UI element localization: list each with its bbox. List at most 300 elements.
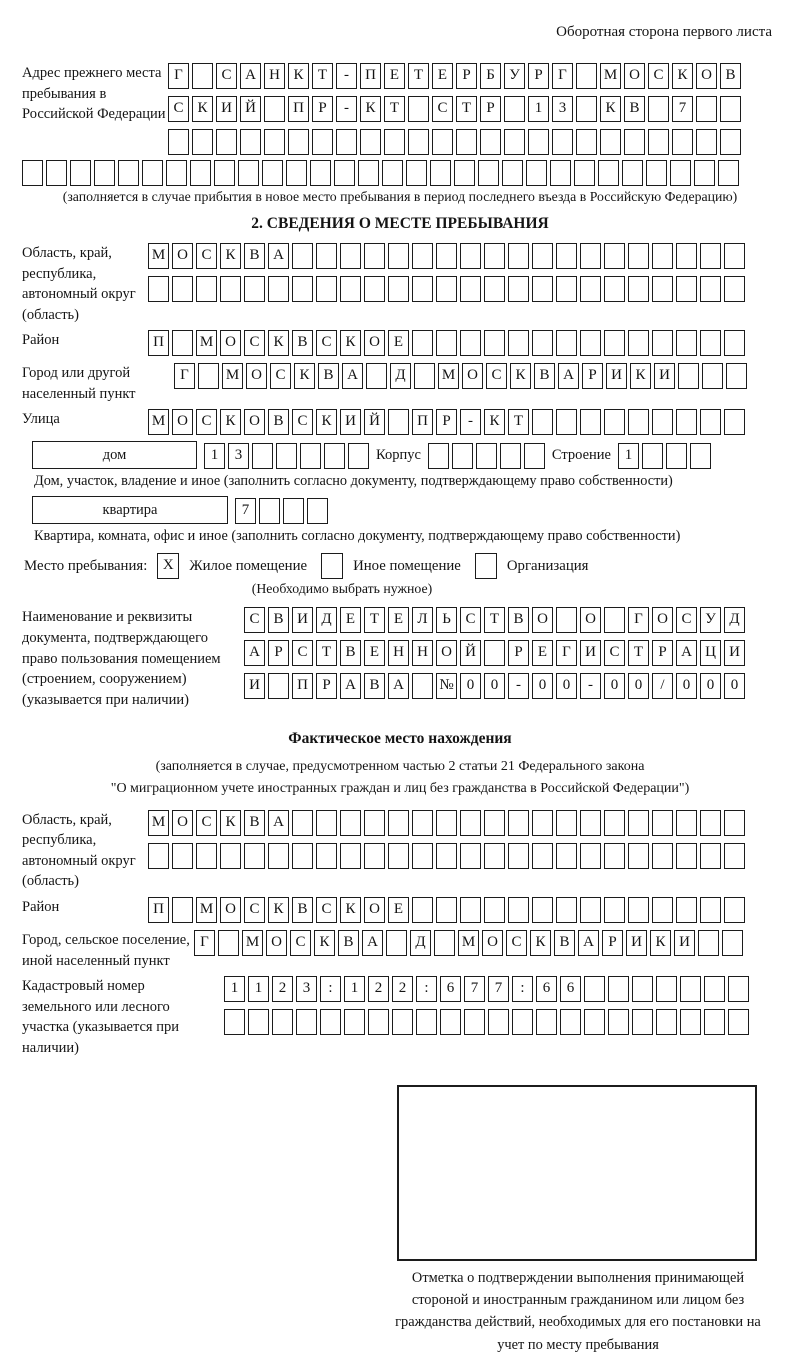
grid-cell[interactable] [508, 243, 529, 269]
grid-cell[interactable] [524, 443, 545, 469]
grid-cell[interactable] [412, 276, 433, 302]
grid-cell[interactable]: И [724, 640, 745, 666]
grid-cell[interactable] [556, 243, 577, 269]
grid-cell[interactable] [704, 1009, 725, 1035]
grid-cell[interactable]: С [460, 607, 481, 633]
grid-cell[interactable] [386, 930, 407, 956]
grid-cell[interactable] [292, 243, 313, 269]
grid-cell[interactable]: М [196, 330, 217, 356]
grid-cell[interactable]: 6 [560, 976, 581, 1002]
grid-cell[interactable] [528, 129, 549, 155]
grid-cell[interactable] [408, 96, 429, 122]
grid-cell[interactable] [512, 1009, 533, 1035]
grid-cell[interactable] [628, 330, 649, 356]
grid-cell[interactable] [574, 160, 595, 186]
grid-cell[interactable] [484, 810, 505, 836]
grid-cell[interactable] [430, 160, 451, 186]
grid-cell[interactable] [460, 897, 481, 923]
grid-cell[interactable]: : [512, 976, 533, 1002]
grid-cell[interactable] [220, 276, 241, 302]
grid-cell[interactable] [508, 843, 529, 869]
grid-cell[interactable] [604, 897, 625, 923]
grid-cell[interactable] [22, 160, 43, 186]
grid-cell[interactable] [460, 276, 481, 302]
grid-cell[interactable]: П [360, 63, 381, 89]
grid-cell[interactable] [366, 363, 387, 389]
grid-cell[interactable]: И [606, 363, 627, 389]
grid-cell[interactable] [388, 276, 409, 302]
grid-cell[interactable]: Е [364, 640, 385, 666]
grid-cell[interactable] [244, 843, 265, 869]
grid-cell[interactable]: С [506, 930, 527, 956]
grid-cell[interactable]: С [486, 363, 507, 389]
grid-cell[interactable] [502, 160, 523, 186]
grid-cell[interactable]: С [196, 409, 217, 435]
grid-cell[interactable]: Н [388, 640, 409, 666]
grid-cell[interactable]: О [220, 897, 241, 923]
grid-cell[interactable]: С [432, 96, 453, 122]
grid-cell[interactable] [70, 160, 91, 186]
grid-cell[interactable] [532, 243, 553, 269]
grid-cell[interactable] [722, 930, 743, 956]
grid-cell[interactable]: А [676, 640, 697, 666]
grid-cell[interactable] [646, 160, 667, 186]
grid-cell[interactable]: О [172, 409, 193, 435]
grid-cell[interactable] [334, 160, 355, 186]
checkbox-organization[interactable] [475, 553, 497, 579]
grid-cell[interactable] [324, 443, 345, 469]
checkbox-other-premises[interactable] [321, 553, 343, 579]
grid-cell[interactable] [216, 129, 237, 155]
grid-cell[interactable] [532, 843, 553, 869]
grid-cell[interactable]: И [292, 607, 313, 633]
grid-cell[interactable] [656, 976, 677, 1002]
grid-cell[interactable] [556, 276, 577, 302]
grid-cell[interactable] [168, 129, 189, 155]
grid-cell[interactable] [460, 330, 481, 356]
grid-cell[interactable] [198, 363, 219, 389]
checkbox-residential[interactable]: X [157, 553, 179, 579]
grid-cell[interactable] [408, 129, 429, 155]
grid-cell[interactable]: Т [508, 409, 529, 435]
grid-cell[interactable] [604, 409, 625, 435]
grid-cell[interactable]: 6 [536, 976, 557, 1002]
grid-cell[interactable] [580, 330, 601, 356]
grid-cell[interactable]: К [340, 897, 361, 923]
grid-cell[interactable] [340, 843, 361, 869]
grid-cell[interactable]: А [340, 673, 361, 699]
grid-cell[interactable]: У [700, 607, 721, 633]
grid-cell[interactable]: В [508, 607, 529, 633]
grid-cell[interactable]: А [362, 930, 383, 956]
grid-cell[interactable]: К [630, 363, 651, 389]
grid-cell[interactable] [440, 1009, 461, 1035]
grid-cell[interactable] [436, 276, 457, 302]
grid-cell[interactable] [259, 498, 280, 524]
grid-cell[interactable]: 0 [484, 673, 505, 699]
grid-cell[interactable]: Р [480, 96, 501, 122]
grid-cell[interactable]: К [220, 810, 241, 836]
grid-cell[interactable] [307, 498, 328, 524]
grid-cell[interactable] [726, 363, 747, 389]
grid-cell[interactable]: С [196, 243, 217, 269]
grid-cell[interactable] [388, 409, 409, 435]
grid-cell[interactable]: Ь [436, 607, 457, 633]
grid-cell[interactable] [560, 1009, 581, 1035]
grid-cell[interactable] [698, 930, 719, 956]
grid-cell[interactable]: А [342, 363, 363, 389]
grid-cell[interactable] [292, 276, 313, 302]
grid-cell[interactable] [436, 243, 457, 269]
grid-cell[interactable] [552, 129, 573, 155]
grid-cell[interactable] [388, 810, 409, 836]
grid-cell[interactable]: В [720, 63, 741, 89]
grid-cell[interactable]: : [416, 976, 437, 1002]
grid-cell[interactable] [192, 129, 213, 155]
grid-cell[interactable] [608, 976, 629, 1002]
grid-cell[interactable] [676, 409, 697, 435]
grid-cell[interactable]: Г [168, 63, 189, 89]
grid-cell[interactable] [678, 363, 699, 389]
grid-cell[interactable]: С [244, 330, 265, 356]
grid-cell[interactable] [392, 1009, 413, 1035]
grid-cell[interactable]: С [196, 810, 217, 836]
grid-cell[interactable] [628, 276, 649, 302]
grid-cell[interactable]: О [580, 607, 601, 633]
grid-cell[interactable] [484, 843, 505, 869]
grid-cell[interactable]: Т [316, 640, 337, 666]
grid-cell[interactable] [676, 330, 697, 356]
grid-cell[interactable]: С [216, 63, 237, 89]
grid-cell[interactable] [484, 897, 505, 923]
grid-cell[interactable] [724, 330, 745, 356]
grid-cell[interactable] [556, 330, 577, 356]
grid-cell[interactable] [364, 276, 385, 302]
grid-cell[interactable]: Т [628, 640, 649, 666]
grid-cell[interactable]: К [314, 930, 335, 956]
grid-cell[interactable] [264, 129, 285, 155]
grid-cell[interactable] [484, 330, 505, 356]
grid-cell[interactable] [556, 607, 577, 633]
grid-cell[interactable]: Р [316, 673, 337, 699]
grid-cell[interactable]: М [600, 63, 621, 89]
grid-cell[interactable] [680, 976, 701, 1002]
grid-cell[interactable]: В [534, 363, 555, 389]
grid-cell[interactable] [316, 843, 337, 869]
grid-cell[interactable]: Е [340, 607, 361, 633]
grid-cell[interactable] [172, 330, 193, 356]
grid-cell[interactable]: А [578, 930, 599, 956]
grid-cell[interactable]: М [148, 243, 169, 269]
grid-cell[interactable] [504, 96, 525, 122]
grid-cell[interactable] [412, 243, 433, 269]
grid-cell[interactable] [652, 330, 673, 356]
grid-cell[interactable]: П [292, 673, 313, 699]
grid-cell[interactable] [656, 1009, 677, 1035]
grid-cell[interactable]: / [652, 673, 673, 699]
grid-cell[interactable] [604, 276, 625, 302]
grid-cell[interactable]: О [246, 363, 267, 389]
grid-cell[interactable] [172, 897, 193, 923]
grid-cell[interactable] [478, 160, 499, 186]
grid-cell[interactable]: Д [316, 607, 337, 633]
grid-cell[interactable] [532, 276, 553, 302]
grid-cell[interactable] [476, 443, 497, 469]
grid-cell[interactable]: 0 [460, 673, 481, 699]
grid-cell[interactable] [460, 810, 481, 836]
grid-cell[interactable]: К [510, 363, 531, 389]
grid-cell[interactable]: В [364, 673, 385, 699]
grid-cell[interactable]: 7 [464, 976, 485, 1002]
grid-cell[interactable] [580, 243, 601, 269]
grid-cell[interactable]: О [220, 330, 241, 356]
grid-cell[interactable]: Г [552, 63, 573, 89]
grid-cell[interactable] [292, 810, 313, 836]
grid-cell[interactable] [676, 810, 697, 836]
grid-cell[interactable] [388, 243, 409, 269]
grid-cell[interactable] [148, 276, 169, 302]
grid-cell[interactable] [276, 443, 297, 469]
grid-cell[interactable]: Т [384, 96, 405, 122]
grid-cell[interactable] [700, 330, 721, 356]
grid-cell[interactable] [240, 129, 261, 155]
grid-cell[interactable]: Л [412, 607, 433, 633]
grid-cell[interactable] [724, 276, 745, 302]
grid-cell[interactable] [550, 160, 571, 186]
grid-cell[interactable] [702, 363, 723, 389]
grid-cell[interactable]: А [268, 243, 289, 269]
grid-cell[interactable]: С [648, 63, 669, 89]
grid-cell[interactable]: Г [556, 640, 577, 666]
grid-cell[interactable]: К [220, 409, 241, 435]
grid-cell[interactable] [700, 243, 721, 269]
grid-cell[interactable] [288, 129, 309, 155]
grid-cell[interactable]: Д [390, 363, 411, 389]
grid-cell[interactable] [283, 498, 304, 524]
grid-cell[interactable] [728, 1009, 749, 1035]
grid-cell[interactable] [652, 409, 673, 435]
grid-cell[interactable] [142, 160, 163, 186]
grid-cell[interactable] [238, 160, 259, 186]
grid-cell[interactable] [576, 63, 597, 89]
grid-cell[interactable] [680, 1009, 701, 1035]
grid-cell[interactable] [452, 443, 473, 469]
grid-cell[interactable]: В [244, 810, 265, 836]
grid-cell[interactable]: В [268, 607, 289, 633]
grid-cell[interactable] [364, 243, 385, 269]
grid-cell[interactable] [700, 897, 721, 923]
grid-cell[interactable] [676, 243, 697, 269]
grid-cell[interactable]: М [242, 930, 263, 956]
grid-cell[interactable]: К [650, 930, 671, 956]
grid-cell[interactable]: И [340, 409, 361, 435]
grid-cell[interactable] [220, 843, 241, 869]
grid-cell[interactable] [412, 673, 433, 699]
grid-cell[interactable] [172, 843, 193, 869]
grid-cell[interactable]: К [294, 363, 315, 389]
grid-cell[interactable] [580, 409, 601, 435]
grid-cell[interactable]: 0 [532, 673, 553, 699]
grid-cell[interactable] [604, 843, 625, 869]
grid-cell[interactable]: И [580, 640, 601, 666]
grid-cell[interactable] [508, 276, 529, 302]
grid-cell[interactable]: С [168, 96, 189, 122]
grid-cell[interactable]: 1 [528, 96, 549, 122]
grid-cell[interactable]: Е [388, 330, 409, 356]
grid-cell[interactable] [118, 160, 139, 186]
grid-cell[interactable]: П [148, 897, 169, 923]
grid-cell[interactable] [622, 160, 643, 186]
grid-cell[interactable]: Р [528, 63, 549, 89]
grid-cell[interactable] [190, 160, 211, 186]
grid-cell[interactable] [364, 810, 385, 836]
grid-cell[interactable]: А [558, 363, 579, 389]
grid-cell[interactable] [728, 976, 749, 1002]
grid-cell[interactable] [412, 897, 433, 923]
grid-cell[interactable] [648, 129, 669, 155]
grid-cell[interactable]: 3 [296, 976, 317, 1002]
grid-cell[interactable] [690, 443, 711, 469]
grid-cell[interactable]: С [290, 930, 311, 956]
grid-cell[interactable] [412, 843, 433, 869]
grid-cell[interactable] [364, 843, 385, 869]
grid-cell[interactable] [218, 930, 239, 956]
grid-cell[interactable]: - [336, 63, 357, 89]
grid-cell[interactable] [292, 843, 313, 869]
grid-cell[interactable] [336, 129, 357, 155]
grid-cell[interactable] [604, 243, 625, 269]
grid-cell[interactable] [608, 1009, 629, 1035]
grid-cell[interactable] [436, 810, 457, 836]
grid-cell[interactable]: К [316, 409, 337, 435]
grid-cell[interactable] [46, 160, 67, 186]
grid-cell[interactable] [320, 1009, 341, 1035]
grid-cell[interactable] [388, 843, 409, 869]
grid-cell[interactable]: Е [384, 63, 405, 89]
grid-cell[interactable]: К [360, 96, 381, 122]
grid-cell[interactable] [598, 160, 619, 186]
grid-cell[interactable] [268, 673, 289, 699]
grid-cell[interactable]: Е [432, 63, 453, 89]
grid-cell[interactable] [264, 96, 285, 122]
grid-cell[interactable]: 2 [272, 976, 293, 1002]
grid-cell[interactable]: № [436, 673, 457, 699]
grid-cell[interactable]: Г [194, 930, 215, 956]
grid-cell[interactable] [666, 443, 687, 469]
grid-cell[interactable]: В [292, 330, 313, 356]
grid-cell[interactable] [382, 160, 403, 186]
grid-cell[interactable] [700, 810, 721, 836]
grid-cell[interactable] [340, 810, 361, 836]
grid-cell[interactable]: М [438, 363, 459, 389]
grid-cell[interactable] [456, 129, 477, 155]
grid-cell[interactable] [532, 330, 553, 356]
grid-cell[interactable]: К [192, 96, 213, 122]
grid-cell[interactable]: В [340, 640, 361, 666]
grid-cell[interactable]: 0 [724, 673, 745, 699]
grid-cell[interactable]: С [244, 607, 265, 633]
grid-cell[interactable] [724, 243, 745, 269]
grid-cell[interactable] [436, 843, 457, 869]
grid-cell[interactable]: Е [388, 897, 409, 923]
grid-cell[interactable] [584, 976, 605, 1002]
grid-cell[interactable]: Т [456, 96, 477, 122]
grid-cell[interactable] [556, 843, 577, 869]
grid-cell[interactable] [300, 443, 321, 469]
grid-cell[interactable] [628, 243, 649, 269]
grid-cell[interactable]: И [674, 930, 695, 956]
grid-cell[interactable] [196, 843, 217, 869]
grid-cell[interactable]: В [268, 409, 289, 435]
grid-cell[interactable]: Ц [700, 640, 721, 666]
grid-cell[interactable] [384, 129, 405, 155]
grid-cell[interactable] [348, 443, 369, 469]
grid-cell[interactable]: И [216, 96, 237, 122]
grid-cell[interactable] [166, 160, 187, 186]
grid-cell[interactable]: В [292, 897, 313, 923]
grid-cell[interactable]: Р [456, 63, 477, 89]
grid-cell[interactable]: В [318, 363, 339, 389]
grid-cell[interactable]: Е [388, 607, 409, 633]
grid-cell[interactable] [700, 276, 721, 302]
grid-cell[interactable]: О [482, 930, 503, 956]
grid-cell[interactable] [718, 160, 739, 186]
grid-cell[interactable]: С [292, 640, 313, 666]
grid-cell[interactable] [192, 63, 213, 89]
grid-cell[interactable]: 1 [344, 976, 365, 1002]
grid-cell[interactable] [94, 160, 115, 186]
grid-cell[interactable] [580, 897, 601, 923]
grid-cell[interactable] [676, 276, 697, 302]
grid-cell[interactable] [432, 129, 453, 155]
grid-cell[interactable] [500, 443, 521, 469]
grid-cell[interactable]: - [336, 96, 357, 122]
grid-cell[interactable]: М [148, 409, 169, 435]
grid-cell[interactable]: Б [480, 63, 501, 89]
grid-cell[interactable] [694, 160, 715, 186]
grid-cell[interactable]: К [340, 330, 361, 356]
grid-cell[interactable] [172, 276, 193, 302]
grid-cell[interactable]: 7 [488, 976, 509, 1002]
grid-cell[interactable]: И [626, 930, 647, 956]
grid-cell[interactable] [488, 1009, 509, 1035]
grid-cell[interactable] [316, 810, 337, 836]
grid-cell[interactable]: 0 [556, 673, 577, 699]
grid-cell[interactable]: Т [484, 607, 505, 633]
grid-cell[interactable] [536, 1009, 557, 1035]
grid-cell[interactable]: 3 [552, 96, 573, 122]
grid-cell[interactable] [340, 243, 361, 269]
grid-cell[interactable]: : [320, 976, 341, 1002]
grid-cell[interactable] [672, 129, 693, 155]
grid-cell[interactable] [434, 930, 455, 956]
grid-cell[interactable] [532, 810, 553, 836]
grid-cell[interactable]: В [624, 96, 645, 122]
grid-cell[interactable]: О [624, 63, 645, 89]
grid-cell[interactable]: О [532, 607, 553, 633]
grid-cell[interactable]: О [462, 363, 483, 389]
grid-cell[interactable]: И [654, 363, 675, 389]
grid-cell[interactable] [484, 276, 505, 302]
grid-cell[interactable] [652, 276, 673, 302]
grid-cell[interactable]: В [244, 243, 265, 269]
grid-cell[interactable]: К [288, 63, 309, 89]
grid-cell[interactable]: Р [508, 640, 529, 666]
grid-cell[interactable] [724, 843, 745, 869]
grid-cell[interactable]: О [244, 409, 265, 435]
grid-cell[interactable] [214, 160, 235, 186]
grid-cell[interactable]: К [268, 897, 289, 923]
